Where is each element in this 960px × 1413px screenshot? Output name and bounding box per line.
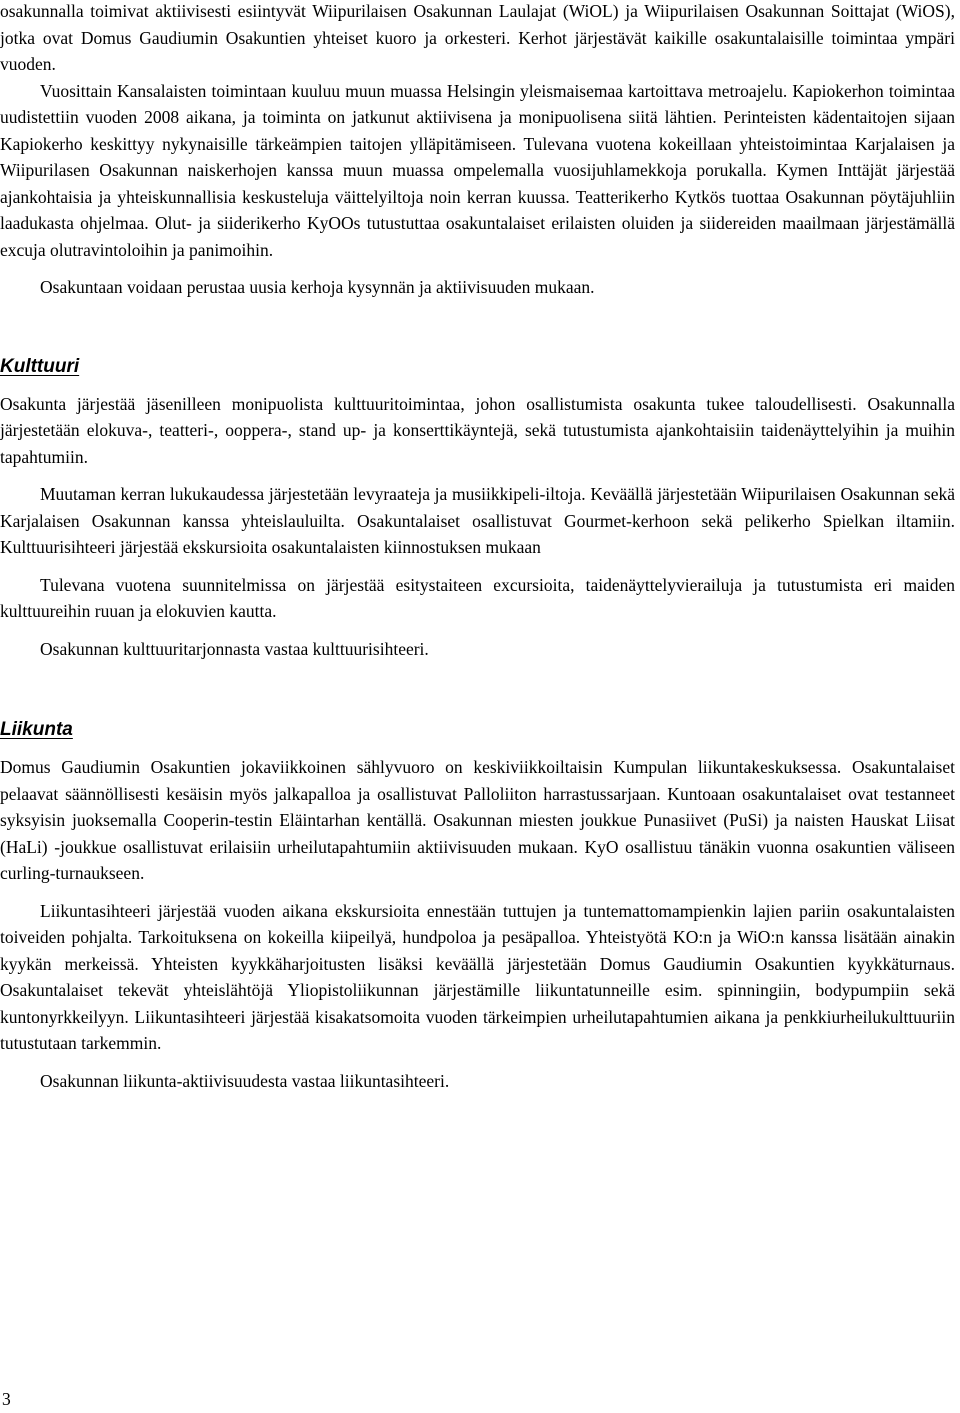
liikunta-paragraph-3: Osakunnan liikunta-aktiivisuudesta vastaa liikuntasihteeri. xyxy=(40,1070,450,1091)
section-heading-kulttuuri: Kulttuuri xyxy=(0,355,80,377)
kulttuuri-paragraph-1: Osakunta järjestää jäsenilleen monipuolista kulttuuritoimintaa, johon osallistumista osakunta tukee taloudellisesti. Osakunnalla järjestetään elokuva-, teatteri-, ooppera-, stand up- ja konserttikäyntejä, sekä tutustumista ajankohtaisiin taidenäyttelyihin ja muihin tapahtumiin. xyxy=(0,393,955,467)
kulttuuri-paragraph-3: Tulevana vuotena suunnitelmissa on järjestää esitystaiteen excursioita, taidenäyttelyvierailuja ja tutustumista eri maiden kulttuureihin ruuan ja elokuvien kautta. xyxy=(0,574,955,621)
page-number: 3 xyxy=(2,1389,11,1409)
intro-paragraph-new-clubs: Osakuntaan voidaan perustaa uusia kerhoja kysynnän ja aktiivisuuden mukaan. xyxy=(40,277,595,297)
intro-paragraph-club-activities: Vuosittain Kansalaisten toimintaan kuuluu muun muassa Helsingin yleismaisemaa kartoittava metroajelu. Kapiokerhon toimintaa uudistettiin vuoden 2008 aikana, ja toiminta on jatkunut aktiivisena ja monipuolisena siitä lähtien. Perinteisten kädentaitojen sijaan Kapiokerho keskittyy nykynaisille tärkeämpien taitojen ylläpitämiseen. Tulevana vuotena kokeillaan yhteistoimintaa Karjalaisen ja Wiipurilasen Osakunnan naiskerhojen kanssa muun muassa ompelemalla vuosijuhlamekkoja porukalla. Kymen Inttäjät järjestää ajankohtaisia ja yhteiskunnallisia keskusteluja väittelyiltoja noin kerran kuussa. Teatterikerho Kytkös tuottaa Osakunnan pöytäjuhliin laadukasta ohjelmaa. Olut- ja siiderikerho KyOOs tutustuttaa osakuntalaiset erilaisten oluiden ja siidereiden maailmaan järjestämällä excuja olutravintoloihin ja panimoihin. xyxy=(0,80,955,260)
kulttuuri-paragraph-2: Muutaman kerran lukukaudessa järjestetään levyraateja ja musiikkipeli-iltoja. Keväällä järjestetään Wiipurilaisen Osakunnan sekä Karjalaisen Osakunnan kanssa yhteislauluilta. Osakuntalaiset osallistuvat Gourmet-kerhoon sekä pelikerho Spielkan iltamiin. Kulttuurisihteeri järjestää ekskursioita osakuntalaisten kiinnostuksen mukaan xyxy=(0,484,955,557)
section-heading-liikunta: Liikunta xyxy=(0,719,73,740)
kulttuuri-paragraph-4: Osakunnan kulttuuritarjonnasta vastaa kulttuurisihteeri. xyxy=(40,638,429,659)
liikunta-paragraph-1: Domus Gaudiumin Osakuntien jokaviikkoinen sählyvuoro on keskiviikkoiltaisin Kumpulan liikuntakeskuksessa. Osakuntalaiset pelaavat säännöllisesti kesäisin myös jalkapalloa ja osallistuvat Palloliiton harrastussarjaan. Kuntoaan osakuntalaiset ovat testanneet syksyisin juoksemalla Cooperin-testin Eläintarhan kentällä. Osakunnan miesten joukkue Punasiivet (PuSi) ja naisten Hauskat Liisat (HaLi) -joukkue osallistuvat erilaisiin urheilutapahtumiin aktiivisuuden mukaan. KyO osallistuu tänäkin vuonna osakuntien väliseen curling-turnaukseen. xyxy=(0,757,955,883)
liikunta-paragraph-2: Liikuntasihteeri järjestää vuoden aikana ekskursioita ennestään tuttujen ja tuntemattomampienkin lajien pariin osakuntalaisten toiveiden pohjalta. Tarkoituksena on kokeilla kiipeilyä, hundpoloa ja pesäpalloa. Yhteistyötä KO:n ja WiO:n kanssa lisätään ainakin kyykän merkeissä. Yhteisten kyykkäharjoitusten lisäksi keväällä järjestetään Domus Gaudiumin Osakuntien kyykkäturnaus. Osakuntalaiset tekevät yhteislähtöjä Yliopistoliikunnan järjestämille liikuntatunneille esim. spinningiin, bodypumpiin sekä kuntonyrkkeilyyn. Liikuntasihteeri järjestää kisakatsomoita vuoden tärkeimpien urheilutapahtumien aikana ja penkkiurheilukulttuuriin tutustutaan tarkemmin. xyxy=(0,900,955,1053)
intro-paragraph-clubs: osakunnalla toimivat aktiivisesti esiintyvät Wiipurilaisen Osakunnan Laulajat (WiOL) ja Wiipurilaisen Osakunnan Soittajat (WiOS), jotka ovat Domus Gaudiumin Osakuntien yhteiset kuoro ja orkesteri. Kerhot järjestävät kaikille osakuntalaisille toimintaa ympäri vuoden. xyxy=(0,1,955,74)
